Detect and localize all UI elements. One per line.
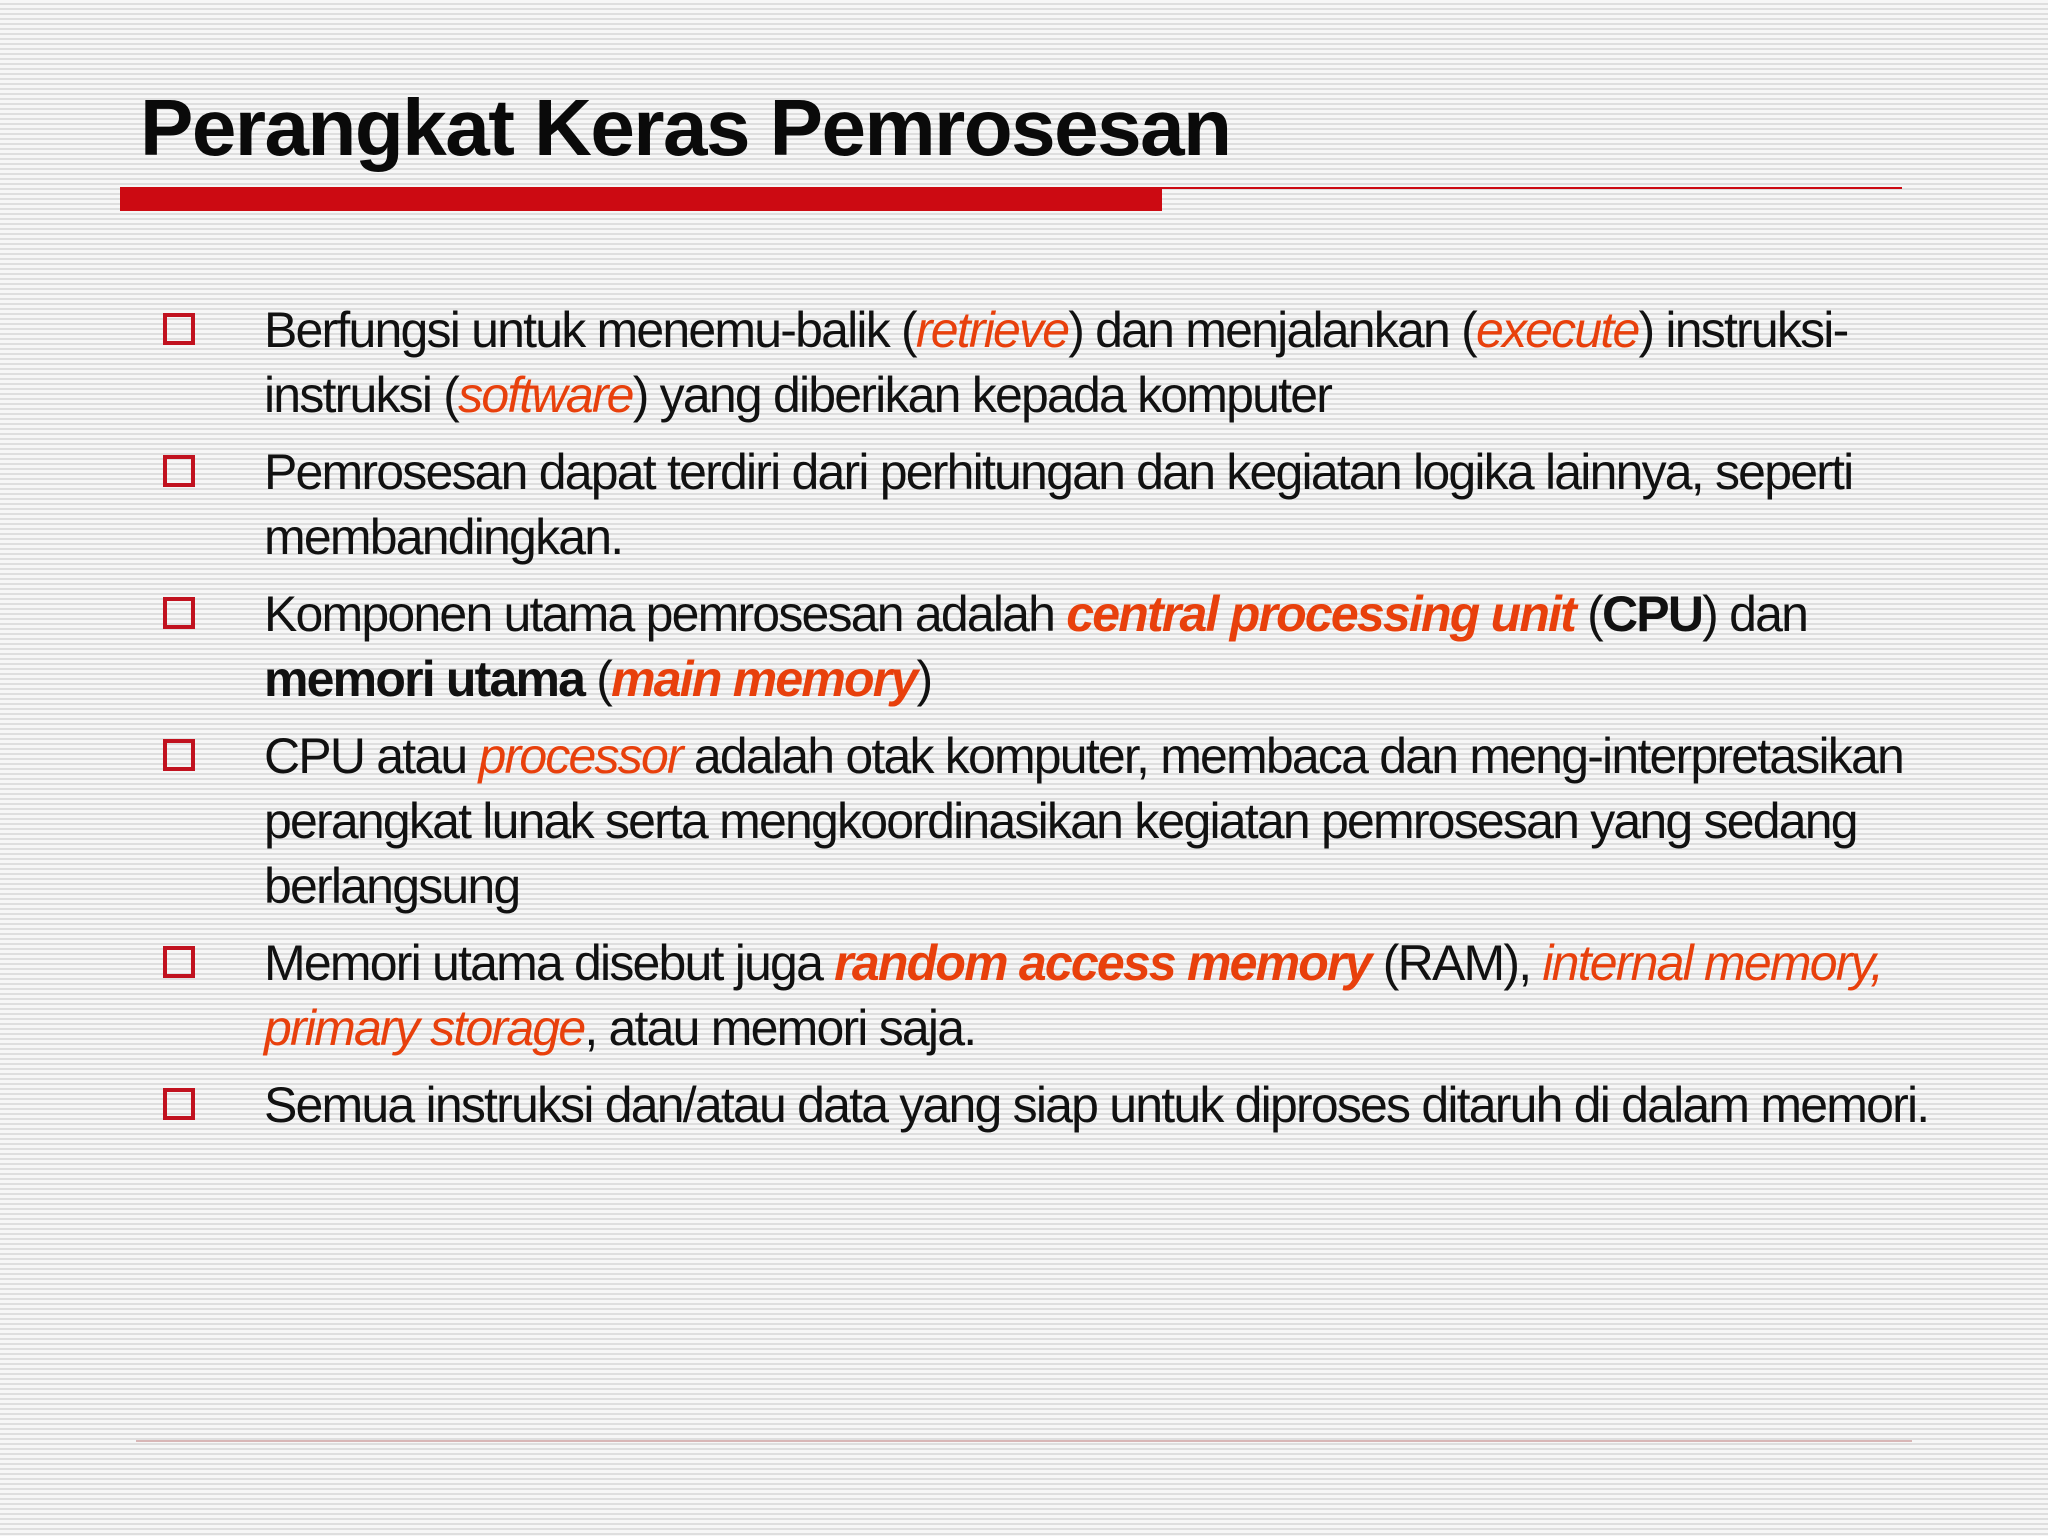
bullet-text: ) instruksi-instruksi ( <box>264 302 1848 423</box>
bullet-text: ) yang diberikan kepada komputer <box>632 367 1332 423</box>
square-outline-icon <box>163 597 195 629</box>
bullet-text: Berfungsi untuk menemu-balik ( <box>264 302 916 358</box>
bullet-text: ( <box>1575 586 1602 642</box>
bullet-text: Semua instruksi dan/atau data yang siap untuk diproses ditaruh di dalam memori. <box>264 1077 1929 1133</box>
term-execute: execute <box>1475 302 1639 358</box>
term-cpu: CPU <box>1601 586 1703 642</box>
bullet-item <box>160 931 1980 1061</box>
term-software: software <box>458 367 633 423</box>
title-underline-rule <box>1162 187 1902 189</box>
bullet-item <box>160 440 1980 570</box>
bullet-list <box>160 298 1980 1150</box>
bullet-text: Komponen utama pemrosesan adalah <box>264 586 1067 642</box>
term-retrieve: retrieve <box>915 302 1069 358</box>
square-outline-icon <box>163 455 195 487</box>
footer-rule <box>136 1440 1912 1442</box>
bullet-text: CPU atau <box>264 728 479 784</box>
bullet-text: ) dan <box>1702 586 1808 642</box>
square-outline-icon <box>163 313 195 345</box>
bullet-item <box>160 1073 1980 1138</box>
bullet-text: Pemrosesan dapat terdiri dari perhitungan dan kegiatan logika lainnya, seperti membandingkan. <box>264 444 1853 565</box>
square-outline-icon <box>163 739 195 771</box>
bullet-item <box>160 582 1980 712</box>
term-random-access-memory: random access memory <box>834 935 1371 991</box>
slide-title: Perangkat Keras Pemrosesan <box>140 83 1231 172</box>
term-processor: processor <box>478 728 682 784</box>
bullet-text: ( <box>584 651 612 707</box>
bullet-text: , atau memori saja. <box>584 1000 976 1056</box>
bullet-text: Memori utama disebut juga <box>264 935 835 991</box>
bullet-item <box>160 724 1980 919</box>
bullet-text: (RAM), <box>1370 935 1543 991</box>
title-underline-bar <box>120 187 1162 211</box>
bullet-text: adalah otak komputer, membaca dan meng-interpretasikan perangkat lunak serta mengkoordinasikan kegiatan pemrosesan yang sedang berlangsung <box>264 728 1904 914</box>
term-memori-utama: memori utama <box>264 651 585 707</box>
term-central-processing-unit: central processing unit <box>1066 586 1576 642</box>
square-outline-icon <box>163 946 195 978</box>
term-internal-memory: internal memory, primary storage <box>264 935 1883 1056</box>
bullet-text: ) dan menjalankan ( <box>1068 302 1476 358</box>
bullet-text: ) <box>916 651 932 707</box>
bullet-item <box>160 298 1980 428</box>
square-outline-icon <box>163 1088 195 1120</box>
term-main-memory: main memory <box>611 651 917 707</box>
